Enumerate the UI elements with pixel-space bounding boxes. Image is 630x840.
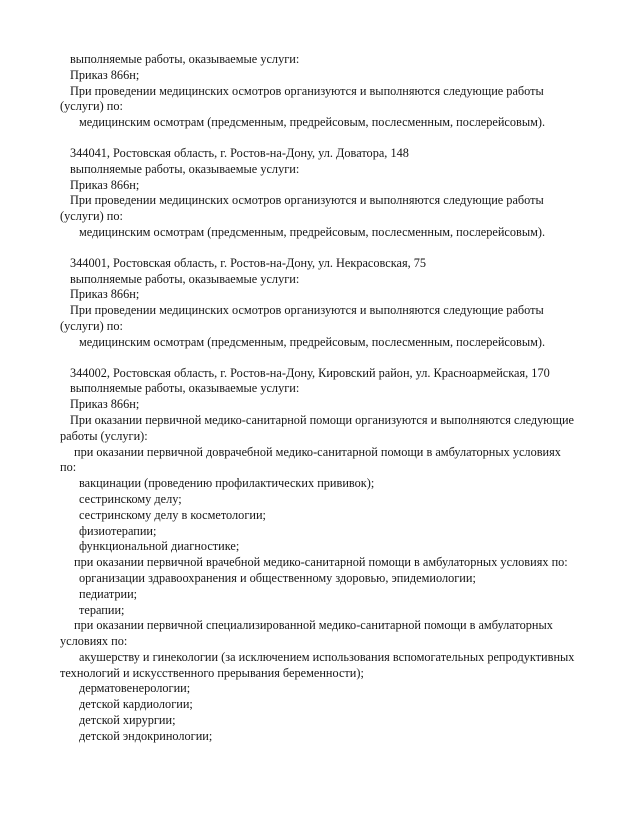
text-line: При проведении медицинских осмотров организуются и выполняются следующие работы xyxy=(70,83,544,98)
text-line: медицинским осмотрам (предсменным, предрейсовым, послесменным, послерейсовым). xyxy=(79,115,546,130)
address-line: 344001, Ростовская область, г. Ростов-на-Дону, ул. Некрасовская, 75 xyxy=(70,255,427,270)
text-line: (услуги) по: xyxy=(60,318,123,333)
text-line: функциональной диагностике; xyxy=(79,539,240,554)
document-content xyxy=(60,52,580,745)
text-line: Приказ 866н; xyxy=(70,397,140,412)
text-line: физиотерапии; xyxy=(79,523,157,538)
text-line: детской хирургии; xyxy=(79,713,176,728)
text-line: (услуги) по: xyxy=(60,209,123,224)
license-location-block xyxy=(60,366,580,745)
text-line: При проведении медицинских осмотров организуются и выполняются следующие работы xyxy=(70,303,544,318)
text-line: детской кардиологии; xyxy=(79,697,193,712)
text-line: сестринскому делу в косметологии; xyxy=(79,507,266,522)
text-line: При оказании первичной медико-санитарной помощи организуются и выполняются следующие xyxy=(70,412,574,427)
license-location-block xyxy=(60,256,580,351)
text-line: (услуги) по: xyxy=(60,99,123,114)
text-line: выполняемые работы, оказываемые услуги: xyxy=(70,161,300,176)
text-line: организации здравоохранения и общественному здоровью, эпидемиологии; xyxy=(79,570,476,585)
text-line: сестринскому делу; xyxy=(79,491,182,506)
text-line: выполняемые работы, оказываемые услуги: xyxy=(70,52,300,66)
text-line: педиатрии; xyxy=(79,586,138,601)
text-line: при оказании первичной врачебной медико-санитарной помощи в амбулаторных условиях по: xyxy=(74,555,568,570)
text-line: При проведении медицинских осмотров организуются и выполняются следующие работы xyxy=(70,193,544,208)
address-line: 344041, Ростовская область, г. Ростов-на-Дону, ул. Доватора, 148 xyxy=(70,145,409,160)
text-line: акушерству и гинекологии (за исключением использования вспомогательных репродуктивных xyxy=(79,649,575,664)
text-line: по: xyxy=(60,460,77,475)
text-line: Приказ 866н; xyxy=(70,177,140,192)
text-line: медицинским осмотрам (предсменным, предрейсовым, послесменным, послерейсовым). xyxy=(79,224,546,239)
text-line: при оказании первичной специализированной медико-санитарной помощи в амбулаторных xyxy=(74,618,553,633)
text-line: выполняемые работы, оказываемые услуги: xyxy=(70,381,300,396)
text-line: медицинским осмотрам (предсменным, предрейсовым, послесменным, послерейсовым). xyxy=(79,334,546,349)
text-line: дерматовенерологии; xyxy=(79,681,191,696)
text-line: терапии; xyxy=(79,602,125,617)
text-line: детской эндокринологии; xyxy=(79,728,213,743)
text-line: при оказании первичной доврачебной медико-санитарной помощи в амбулаторных условиях xyxy=(74,444,561,459)
text-line: технологий и искусственного прерывания беременности); xyxy=(60,665,364,680)
text-line: работы (услуги): xyxy=(60,428,148,443)
text-line: вакцинации (проведению профилактических прививок); xyxy=(79,476,375,491)
text-line: Приказ 866н; xyxy=(70,67,140,82)
text-line: Приказ 866н; xyxy=(70,287,140,302)
text-line: выполняемые работы, оказываемые услуги: xyxy=(70,271,300,286)
address-line: 344002, Ростовская область, г. Ростов-на-Дону, Кировский район, ул. Красноармейская, 170 xyxy=(70,365,550,380)
text-line: условиях по: xyxy=(60,634,128,649)
license-location-block xyxy=(60,52,580,131)
license-location-block xyxy=(60,146,580,241)
